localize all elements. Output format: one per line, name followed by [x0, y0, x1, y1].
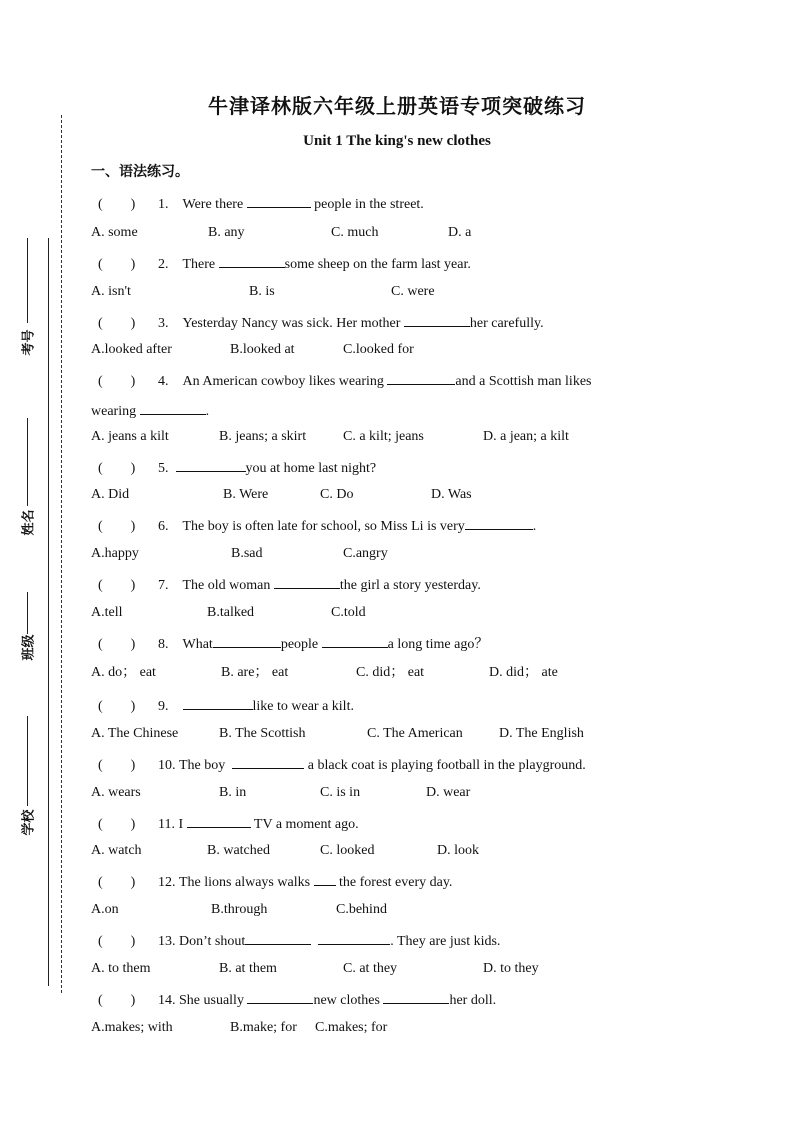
option[interactable]: D. The English	[499, 726, 584, 741]
option[interactable]: C. is in	[320, 785, 361, 800]
exam-number-field[interactable]	[27, 238, 28, 323]
blank[interactable]	[465, 515, 533, 530]
school-field[interactable]	[27, 716, 28, 806]
option[interactable]: B. is	[249, 284, 275, 299]
option[interactable]: B. in	[219, 785, 247, 800]
question-12: ( ) 12. The lions always walks the forest every day.	[98, 871, 452, 892]
option[interactable]: C. Do	[320, 487, 354, 502]
option[interactable]: B. at them	[219, 961, 277, 976]
option[interactable]: A. watch	[91, 843, 142, 858]
answer-paren[interactable]: ( )	[98, 758, 136, 773]
option[interactable]: B.through	[211, 902, 268, 917]
option[interactable]: A. jeans a kilt	[91, 429, 169, 444]
answer-paren[interactable]: ( )	[98, 197, 136, 212]
blank[interactable]	[232, 754, 304, 769]
answer-paren[interactable]: ( )	[98, 637, 136, 652]
blank[interactable]	[383, 989, 449, 1004]
option[interactable]: B. watched	[207, 843, 270, 858]
option[interactable]: C. The American	[367, 726, 463, 741]
exam-number-label: 考号	[21, 329, 37, 356]
option[interactable]: C. did； eat	[356, 665, 425, 680]
question-2: ( ) 2. There some sheep on the farm last year.	[98, 253, 471, 274]
option[interactable]: C.angry	[343, 546, 388, 561]
blank[interactable]	[245, 930, 311, 945]
option[interactable]: C.behind	[336, 902, 387, 917]
name-field[interactable]	[27, 418, 28, 506]
blank[interactable]	[318, 930, 390, 945]
option[interactable]: B.talked	[207, 605, 255, 620]
answer-paren[interactable]: ( )	[98, 993, 136, 1008]
option[interactable]: D. look	[437, 843, 479, 858]
option[interactable]: A. some	[91, 225, 138, 240]
blank[interactable]	[322, 633, 388, 648]
option[interactable]: B. jeans; a skirt	[219, 429, 307, 444]
question-6: ( ) 6. The boy is often late for school, so Miss Li is very .	[98, 515, 536, 536]
option[interactable]: A. do； eat	[91, 665, 156, 680]
section-heading: 一、语法练习。	[91, 164, 189, 180]
option[interactable]: B.make; for	[230, 1020, 297, 1035]
question-11: ( ) 11. I TV a moment ago.	[98, 813, 359, 834]
answer-paren[interactable]: ( )	[98, 257, 136, 272]
option[interactable]: A.makes; with	[91, 1020, 173, 1035]
answer-paren[interactable]: ( )	[98, 374, 136, 389]
option[interactable]: D. did； ate	[489, 665, 558, 680]
option[interactable]: D. a	[448, 225, 472, 240]
question-4-continued: wearing .	[91, 400, 209, 421]
option[interactable]: A.on	[91, 902, 119, 917]
answer-paren[interactable]: ( )	[98, 578, 136, 593]
option[interactable]: A.tell	[91, 605, 123, 620]
question-10: ( ) 10. The boy a black coat is playing football in the playground.	[98, 754, 586, 775]
answer-paren[interactable]: ( )	[98, 316, 136, 331]
class-field[interactable]	[27, 592, 28, 634]
option[interactable]: D. Was	[431, 487, 472, 502]
question-4: ( ) 4. An American cowboy likes wearing and a Scottish man likes	[98, 370, 591, 391]
question-5: ( ) 5. you at home last night?	[98, 457, 376, 478]
option[interactable]: C.told	[331, 605, 366, 620]
answer-paren[interactable]: ( )	[98, 934, 136, 949]
blank[interactable]	[404, 312, 470, 327]
question-1: ( ) 1. Were there people in the street.	[98, 193, 424, 214]
option[interactable]: C. looked	[320, 843, 375, 858]
option[interactable]: B. The Scottish	[219, 726, 306, 741]
blank[interactable]	[247, 989, 313, 1004]
option[interactable]: A. Did	[91, 487, 130, 502]
option[interactable]: B. Were	[223, 487, 269, 502]
option[interactable]: B. any	[208, 225, 245, 240]
blank[interactable]	[387, 370, 455, 385]
option[interactable]: D. to they	[483, 961, 539, 976]
question-13: ( ) 13. Don’t shout . They are just kids.	[98, 930, 500, 951]
blank[interactable]	[213, 633, 281, 648]
question-9: ( ) 9. like to wear a kilt.	[98, 695, 354, 716]
option[interactable]: B. are； eat	[221, 665, 289, 680]
blank[interactable]	[187, 813, 251, 828]
question-3: ( ) 3. Yesterday Nancy was sick. Her mother her carefully.	[98, 312, 544, 333]
school-label: 学校	[21, 809, 37, 836]
option[interactable]: A. wears	[91, 785, 141, 800]
binding-line	[48, 238, 49, 986]
option[interactable]: C.makes; for	[315, 1020, 388, 1035]
answer-paren[interactable]: ( )	[98, 875, 136, 890]
question-14: ( ) 14. She usually new clothes her doll.	[98, 989, 496, 1010]
option[interactable]: B.looked at	[230, 342, 295, 357]
option[interactable]: A. to them	[91, 961, 151, 976]
option[interactable]: D. a jean; a kilt	[483, 429, 569, 444]
option[interactable]: C. were	[391, 284, 435, 299]
answer-paren[interactable]: ( )	[98, 519, 136, 534]
blank[interactable]	[183, 695, 253, 710]
cut-line	[61, 115, 62, 993]
blank[interactable]	[314, 871, 336, 886]
option[interactable]: A.looked after	[91, 342, 172, 357]
option[interactable]: A. The Chinese	[91, 726, 179, 741]
blank[interactable]	[219, 253, 285, 268]
option[interactable]: C. at they	[343, 961, 398, 976]
blank[interactable]	[274, 574, 340, 589]
option[interactable]: D. wear	[426, 785, 471, 800]
option[interactable]: C.looked for	[343, 342, 414, 357]
answer-paren[interactable]: ( )	[98, 817, 136, 832]
blank[interactable]	[140, 400, 206, 415]
option[interactable]: A. isn't	[91, 284, 131, 299]
question-7: ( ) 7. The old woman the girl a story yesterday.	[98, 574, 481, 595]
answer-paren[interactable]: ( )	[98, 699, 136, 714]
unit-subtitle: Unit 1 The king's new clothes	[303, 133, 491, 149]
class-label: 班级	[21, 634, 37, 661]
option[interactable]: A.happy	[91, 546, 139, 561]
blank[interactable]	[176, 457, 246, 472]
option[interactable]: C. a kilt; jeans	[343, 429, 424, 444]
question-8: ( ) 8. What people a long time ago？	[98, 633, 488, 654]
page-title: 牛津译林版六年级上册英语专项突破练习	[208, 94, 586, 118]
option[interactable]: C. much	[331, 225, 379, 240]
name-label: 姓名	[21, 509, 37, 536]
option[interactable]: B.sad	[231, 546, 263, 561]
answer-paren[interactable]: ( )	[98, 461, 136, 476]
blank[interactable]	[247, 193, 311, 208]
